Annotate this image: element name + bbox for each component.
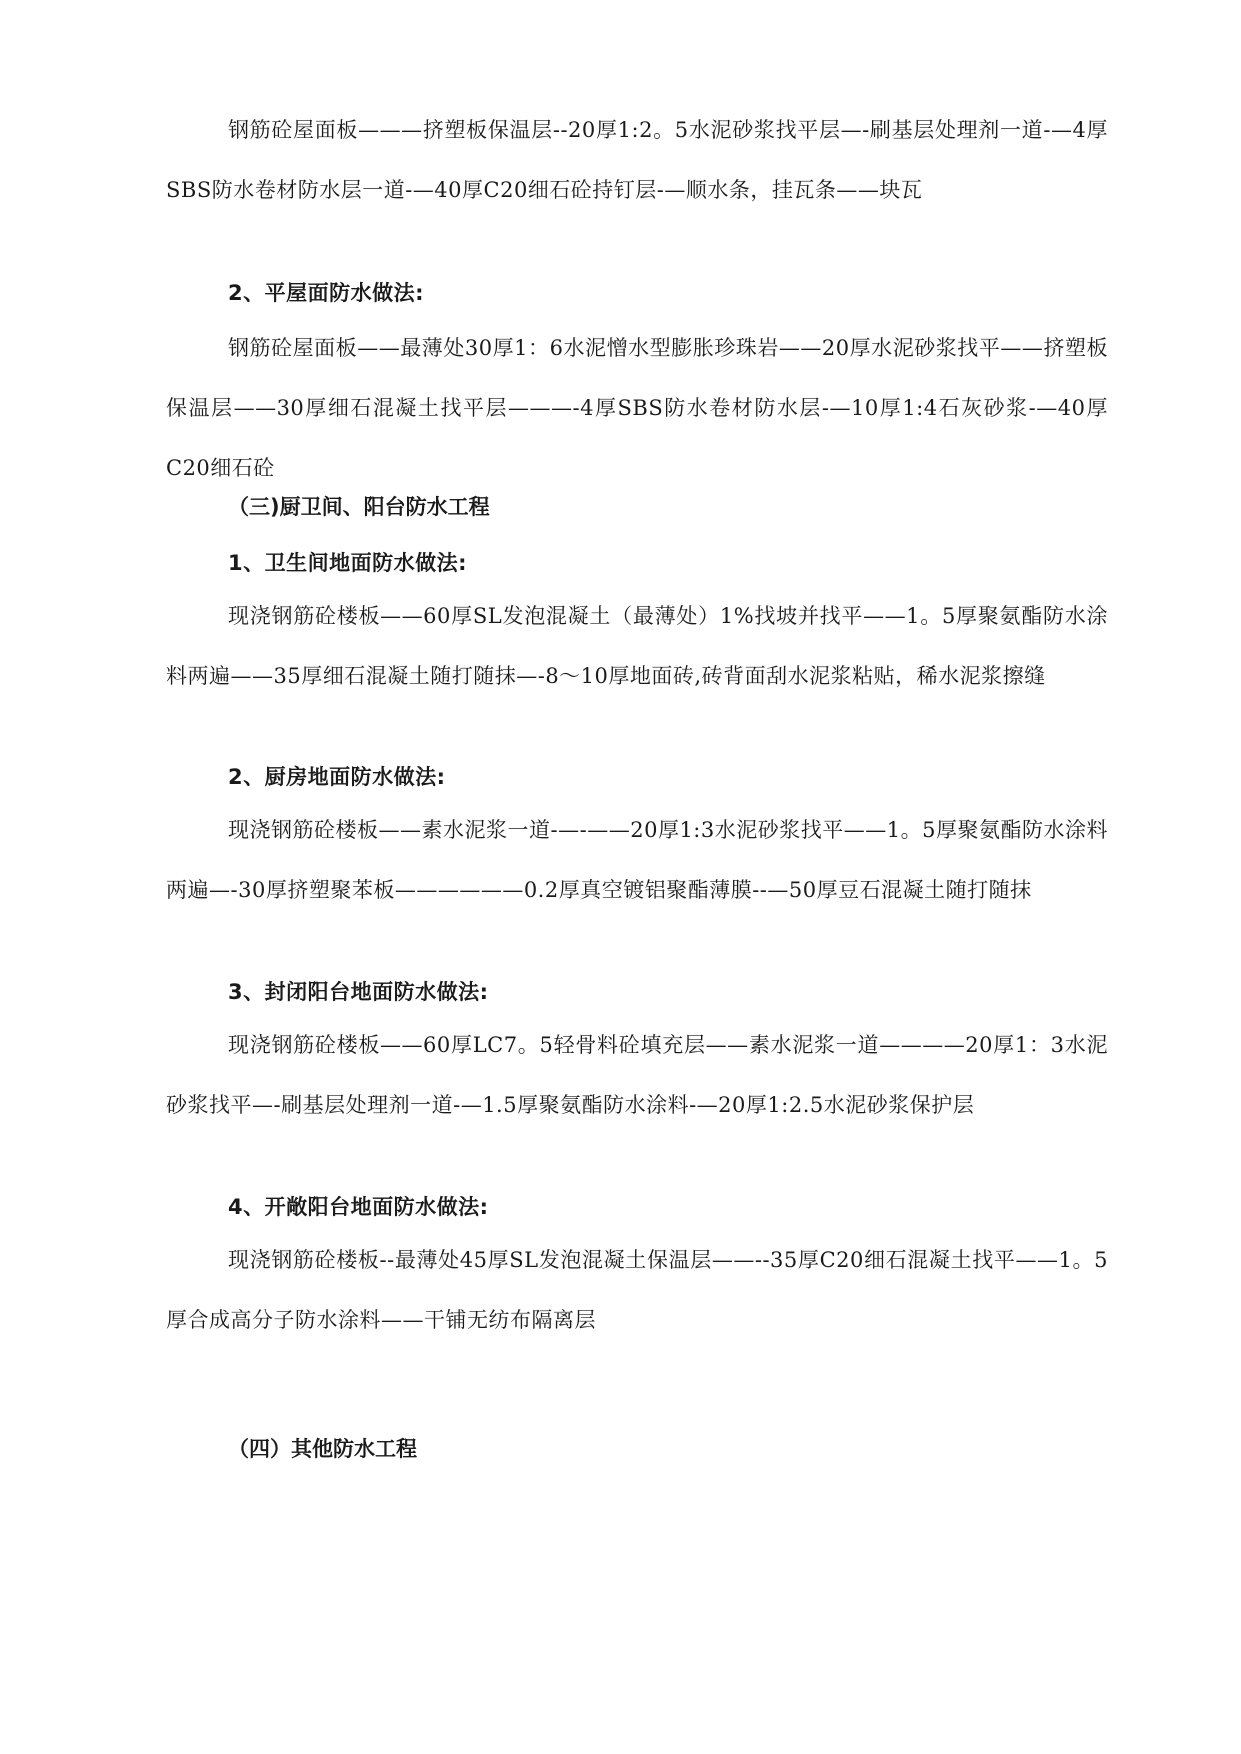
- paragraph-kitchen-floor-layers: 现浇钢筋砼楼板——素水泥浆一道-—-——20厚1:3水泥砂浆找平——1。5厚聚氨酯防水涂料两遍—-30厚挤塑聚苯板——————0.2厚真空镀铝聚酯薄膜--—50厚豆石混凝土随打随抹: [166, 818, 1108, 902]
- heading-open-balcony-waterproofing: 4、开敞阳台地面防水做法:: [228, 1195, 489, 1219]
- heading-flat-roof-waterproofing: 2、平屋面防水做法:: [228, 281, 425, 305]
- section-other-waterproofing: （四）其他防水工程: [228, 1437, 417, 1461]
- heading-kitchen-floor-waterproofing: 2、厨房地面防水做法:: [228, 765, 446, 789]
- paragraph-roof-slope-layers: 钢筋砼屋面板———挤塑板保温层--20厚1:2。5水泥砂浆找平层—-刷基层处理剂一道-—4厚SBS防水卷材防水层一道-—40厚C20细石砼持钉层-—顺水条，挂瓦条——块瓦: [166, 118, 1108, 202]
- paragraph-open-balcony-layers: 现浇钢筋砼楼板--最薄处45厚SL发泡混凝土保温层——--35厚C20细石混凝土找平——1。5厚合成高分子防水涂料——干铺无纺布隔离层: [166, 1248, 1108, 1332]
- section-kitchen-bath-balcony: （三)厨卫间、阳台防水工程: [228, 495, 490, 519]
- heading-bathroom-floor-waterproofing: 1、卫生间地面防水做法:: [228, 551, 468, 575]
- paragraph-bathroom-floor-layers: 现浇钢筋砼楼板——60厚SL发泡混凝土（最薄处）1%找坡并找平——1。5厚聚氨酯防水涂料两遍——35厚细石混凝土随打随抹—-8～10厚地面砖,砖背面刮水泥浆粘贴，稀水泥浆擦缝: [166, 604, 1108, 688]
- paragraph-enclosed-balcony-layers: 现浇钢筋砼楼板——60厚LC7。5轻骨料砼填充层——素水泥浆一道————20厚1：3水泥砂浆找平—-刷基层处理剂一道-—1.5厚聚氨酯防水涂料-—20厚1:2.5水泥砂浆保护层: [166, 1033, 1108, 1117]
- heading-enclosed-balcony-waterproofing: 3、封闭阳台地面防水做法:: [228, 980, 489, 1004]
- paragraph-flat-roof-layers: 钢筋砼屋面板——最薄处30厚1：6水泥憎水型膨胀珍珠岩——20厚水泥砂浆找平——挤塑板保温层——30厚细石混凝土找平层———-4厚SBS防水卷材防水层-—10厚1:4石灰砂浆-—40厚C20细石砼: [166, 336, 1108, 480]
